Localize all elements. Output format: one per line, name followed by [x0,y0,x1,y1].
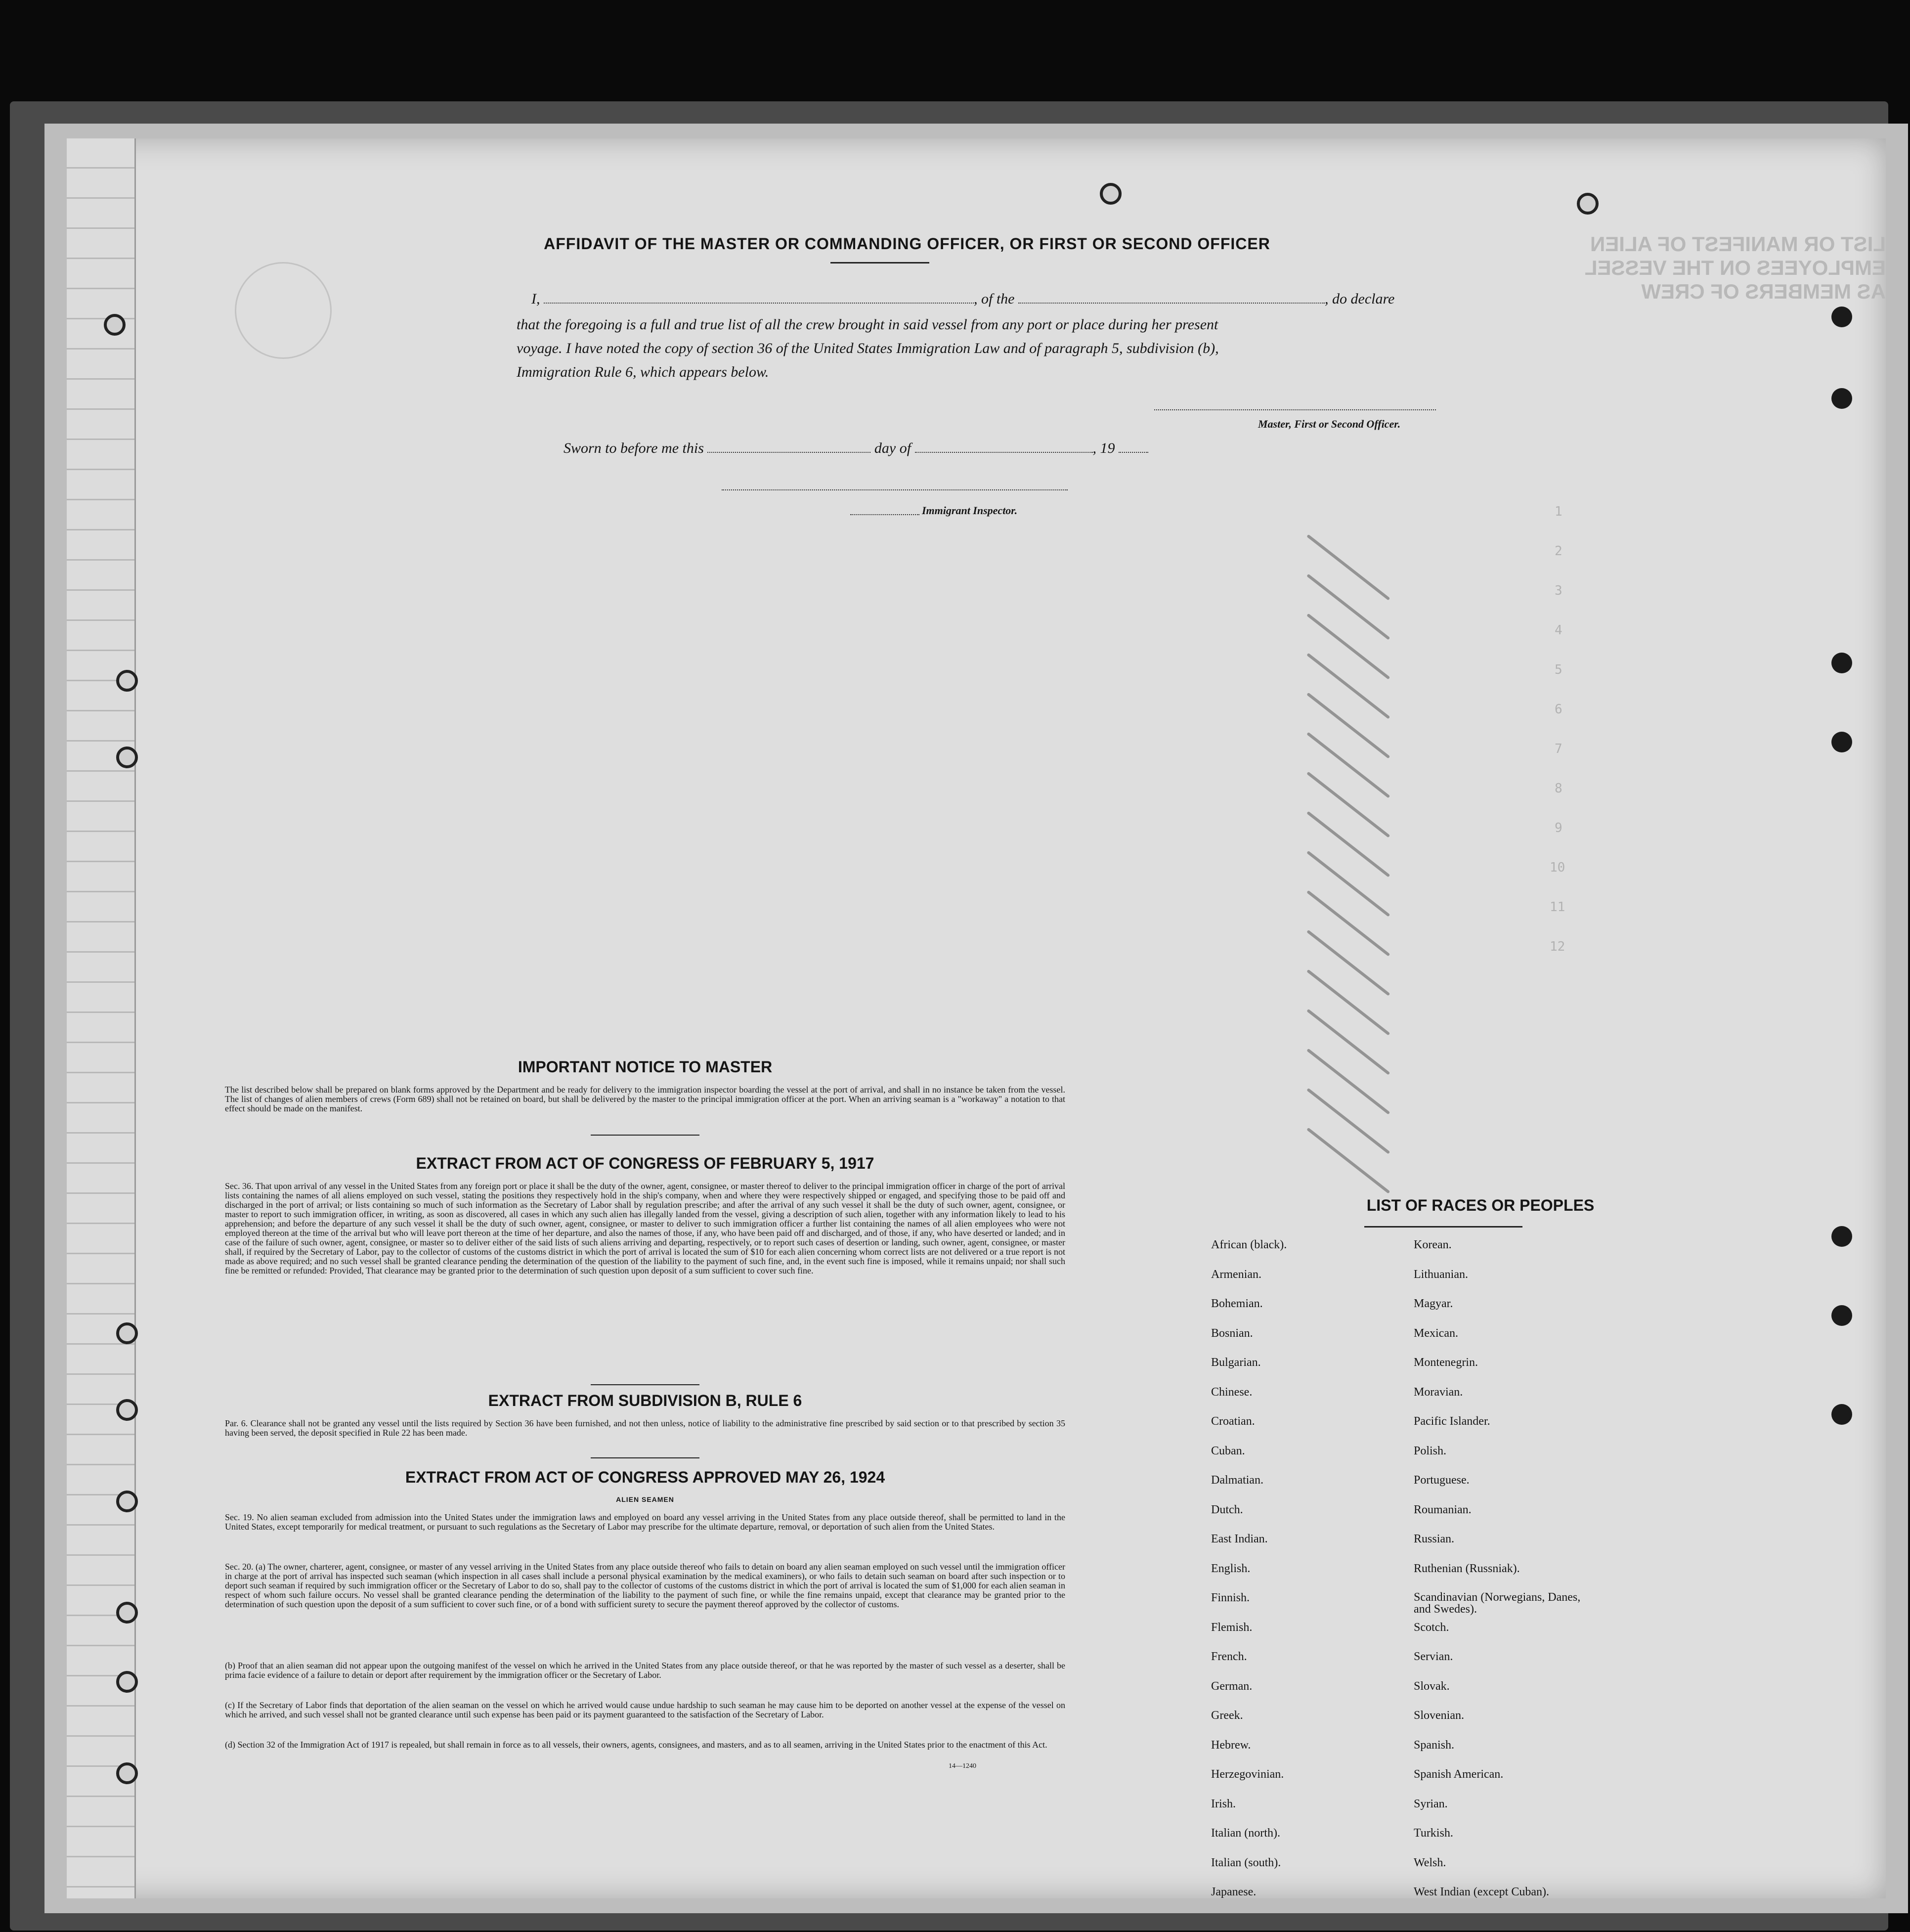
extract-1917-title: EXTRACT FROM ACT OF CONGRESS OF FEBRUARY 5, 1917 [416,1154,874,1172]
pen-tick [1306,890,1390,957]
punch-hole [1831,653,1852,673]
pen-tick [1306,1049,1390,1115]
master-signature-label: Master, First or Second Officer. [1258,418,1401,430]
race-item: Turkish. [1414,1827,1453,1840]
pen-tick [1306,1128,1390,1194]
inspector-label: Immigrant Inspector. [922,504,1018,517]
race-item: Magyar. [1414,1297,1453,1310]
vessel-name-field[interactable] [1018,303,1325,304]
binder-hole [116,1399,138,1421]
race-item: Polish. [1414,1445,1447,1457]
race-item: Pacific Islander. [1414,1415,1490,1428]
pen-tick [1306,614,1390,680]
binder-hole [104,314,126,336]
pen-tick [1306,851,1390,917]
binder-hole [116,746,138,768]
pen-tick [1306,693,1390,759]
section-rule [591,1384,699,1385]
races-title: LIST OF RACES OR PEOPLES [1366,1196,1595,1214]
race-item: Russian. [1414,1533,1455,1545]
punch-hole [1831,388,1852,409]
race-item: Servian. [1414,1650,1453,1663]
race-item: French. [1211,1650,1247,1663]
extract-1924-title: EXTRACT FROM ACT OF CONGRESS APPROVED MAY 26, 1924 [405,1468,885,1486]
sworn-year-field[interactable] [1119,452,1148,453]
race-item: Ruthenian (Russniak). [1414,1562,1520,1575]
sworn-month-field[interactable] [915,452,1093,453]
pen-tick [1306,534,1390,601]
race-item: Japanese. [1211,1886,1257,1898]
inspector-dotted-lead [850,514,919,515]
race-item: Roumanian. [1414,1503,1472,1516]
ghost-text: 6 [1555,702,1563,717]
ghost-text: 5 [1555,662,1563,677]
race-item: Bosnian. [1211,1327,1253,1340]
binder-hole [116,1491,138,1512]
ghost-text: 11 [1550,900,1565,915]
race-item: Lithuanian. [1414,1268,1468,1281]
pen-tick [1306,811,1390,878]
inspector-signature-field[interactable] [722,489,1068,490]
punch-hole [1831,307,1852,327]
section-19-text: Sec. 19. No alien seaman excluded from admission into the United States under the immigration laws and employed on board any vessel arriving in the United States from any place outside thereof, shall be permitted to land in the United States, except temporarily for medical treatment, or pursuant to such regulations as the Secretary of Labor may prescribe for the ultimate departure, removal, or deportation of such alien from the United States. [225,1512,1065,1532]
affidavit-of-the-label: , of the [974,291,1015,307]
race-item: Spanish. [1414,1739,1455,1752]
race-item: German. [1211,1680,1253,1693]
manifest-page [67,138,1886,1898]
race-item: Slovenian. [1414,1709,1464,1722]
binder-hole [1100,183,1122,205]
ghost-text: 12 [1550,939,1565,954]
race-item: West Indian (except Cuban). [1414,1886,1549,1898]
ghost-text: 10 [1550,860,1565,875]
form-number: 14—1240 [949,1762,976,1770]
ghost-text: 9 [1555,821,1563,835]
punch-hole [1831,732,1852,752]
pen-tick [1306,772,1390,838]
bleed-through-heading: LIST OR MANIFEST OF ALIEN EMPLOYEES ON THE VESSEL AS MEMBERS OF CREW [1585,232,1886,303]
race-item: African (black). [1211,1238,1287,1251]
extract-rule6-body: Par. 6. Clearance shall not be granted any vessel until the lists required by Section 36 have been furnished, and not then unless, notice of liability to the administrative fine prescribed by said section or to that prescribed by section 35 having been served, the deposit specified in Rule 22 has been made. [225,1418,1065,1438]
race-item: Bulgarian. [1211,1356,1261,1369]
title-rule [830,262,929,263]
race-item: English. [1211,1562,1251,1575]
race-item: Italian (south). [1211,1856,1281,1869]
pen-tick [1306,732,1390,798]
ghost-text: 1 [1555,504,1563,519]
sworn-day-label: day of [874,440,912,456]
pen-tick [1306,1088,1390,1154]
affidavit-declaration-line [531,291,1394,307]
punch-hole [1831,1226,1852,1247]
race-item: Hebrew. [1211,1739,1251,1752]
race-item: Moravian. [1414,1386,1463,1399]
race-item: Greek. [1211,1709,1243,1722]
race-item: Croatian. [1211,1415,1255,1428]
pen-tick [1306,969,1390,1036]
race-item: Chinese. [1211,1386,1253,1399]
race-item: Spanish American. [1414,1768,1504,1781]
binder-hole [116,1762,138,1784]
race-item: Mexican. [1414,1327,1458,1340]
race-item: Herzegovinian. [1211,1768,1284,1781]
ghost-text: 8 [1555,781,1563,796]
alien-seamen-subtitle: ALIEN SEAMEN [616,1495,674,1503]
pen-tick [1306,930,1390,996]
affidavit-text-line-4: Immigration Rule 6, which appears below. [517,364,769,380]
pen-tick [1306,653,1390,719]
master-signature-field[interactable] [1154,409,1436,410]
seal [235,262,332,359]
affidavit-declare-label: , do declare [1325,291,1395,307]
punch-hole [1831,1404,1852,1425]
binder-hole [116,1671,138,1693]
binder-hole [116,1322,138,1344]
binder-hole [116,670,138,692]
binder-hole [116,1602,138,1624]
ruled-margin-strip [67,138,136,1898]
affidavit-text-line-3: voyage. I have noted the copy of section 36 of the United States Immigration Law and of paragraph 5, subdivision (b), [517,340,1219,356]
sworn-day-field[interactable] [707,452,870,453]
ghost-text: 3 [1555,583,1563,598]
affidavit-text-line-2: that the foregoing is a full and true list of all the crew brought in said vessel from any port or place during her present [517,316,1218,333]
race-item: Portuguese. [1414,1474,1470,1487]
notice-title: IMPORTANT NOTICE TO MASTER [518,1058,773,1076]
race-item: Italian (north). [1211,1827,1280,1840]
affidavit-title: AFFIDAVIT OF THE MASTER OR COMMANDING OFFICER, OR FIRST OR SECOND OFFICER [544,235,1270,253]
section-rule [591,1135,699,1136]
races-rule [1364,1226,1522,1228]
section-20b-text: (b) Proof that an alien seaman did not appear upon the outgoing manifest of the vessel on which he arrived in the United States from any place outside thereof, or that he was reported by the master of such vessel as a deserter, shall be prima facie evidence of a failure to detain or deport after requirement by the immigration officer or the Secretary of Labor. [225,1661,1065,1680]
race-item: Montenegrin. [1414,1356,1478,1369]
race-item: Welsh. [1414,1856,1446,1869]
sworn-prefix-label: Sworn to before me this [564,440,704,456]
sworn-line [564,440,1148,457]
race-item: Flemish. [1211,1621,1253,1634]
ghost-text: 7 [1555,742,1563,756]
race-item: Slovak. [1414,1680,1450,1693]
race-item: Syrian. [1414,1798,1448,1810]
race-item: Bohemian. [1211,1297,1263,1310]
pen-tick [1306,1009,1390,1075]
affidavit-i-label: I, [531,291,540,307]
race-item: Armenian. [1211,1268,1261,1281]
extract-1917-body: Sec. 36. That upon arrival of any vessel in the United States from any foreign port or place it shall be the duty of the owner, agent, consignee, or master thereof to deliver to the principal immigration officer in charge of the port of arrival lists containing the names of all aliens employed on such vessel, stating the positions they respectively hold in the ship's company, when and where they were respectively shipped or engaged, and specifying those to be paid off and discharged in the port of arrival; or lists containing so much of such information as the Secretary of Labor shall by regulation prescribe; and after the arrival of any such vessel it shall be the duty of such owner, agent, consignee, or master to report to such immigration officer, in writing, as soon as discovered, all cases in which any such alien has illegally landed from the vessel, giving a description of such alien, together with any information likely to lead to his apprehension; and before the departure of any such vessel it shall be the duty of such owner, agent, consignee, or master to deliver to such immigration officer a further list containing the names of all alien employees who were not employed thereon at the time of the arrival but who will leave port thereon at the time of her departure, and also the names of those, if any, who have been paid off and discharged, and of those, if any, who have deserted or landed; and in case of the failure of such owner, agent, consignee, or master so to deliver either of the said lists of such aliens arriving and departing, respectively, or to report such cases of desertion or landing, such owner, agent, consignee, or master shall, if required by the Secretary of Labor, pay to the collector of customs of the customs district in which the port of arrival is located the sum of $10 for each alien concerning whom correct lists are not delivered or a true report is not made as above required; and no such vessel shall be granted clearance pending the determination of the question of the liability to the payment of such fine, and, in the event such fine is imposed, while it remains unpaid; nor shall such fine be remitted or refunded: Provided, That clearance may be granted prior to the determination of such question upon deposit of a sum sufficient to cover such fine. [225,1181,1065,1275]
race-item: Dalmatian. [1211,1474,1263,1487]
race-item: East Indian. [1211,1533,1268,1545]
ghost-text: 2 [1555,544,1563,559]
pen-tick [1306,574,1390,640]
section-20d-text: (d) Section 32 of the Immigration Act of 1917 is repealed, but shall remain in force as to all vessels, their owners, agents, consignees, and masters, and as to all seamen, arriving in the United States prior to the enactment of this Act. [225,1740,1047,1750]
ghost-text: 4 [1555,623,1563,638]
race-item: Finnish. [1211,1591,1250,1604]
section-20c-text: (c) If the Secretary of Labor finds that deportation of the alien seaman on the vessel on which he arrived would cause undue hardship to such seaman he may cause him to be deported on another vessel at the expense of the vessel on which he arrived, and such vessel shall not be granted clearance until such expense has been paid or its payment guaranteed to the satisfaction of the Secretary of Labor. [225,1700,1065,1719]
race-item: Cuban. [1211,1445,1245,1457]
extract-rule6-title: EXTRACT FROM SUBDIVISION B, RULE 6 [488,1392,802,1409]
binder-hole [1577,193,1599,215]
race-item: Irish. [1211,1798,1236,1810]
section-rule [591,1457,699,1458]
declarant-name-field[interactable] [544,303,974,304]
race-item: Scotch. [1414,1621,1449,1634]
race-item: Scandinavian (Norwegians, Danes, and Swedes). [1414,1591,1581,1616]
notice-body: The list described below shall be prepared on blank forms approved by the Department and be ready for delivery to the immigration inspector boarding the vessel at the port of arrival, and shall in no instance be taken from the vessel. The list of changes of alien members of crews (Form 689) shall not be retained on board, but shall be delivered by the master to the principal immigration officer at the port. When an arriving seaman is a "workaway" a notation to that effect should be made on the manifest. [225,1085,1065,1113]
section-20a-text: Sec. 20. (a) The owner, charterer, agent, consignee, or master of any vessel arriving in the United States from any place outside thereof who fails to detain on board any alien seaman employed on such vessel until the immigration officer in charge at the port of arrival has inspected such seaman (which inspection in all cases shall include a personal physical examination by the medical examiners), or who fails to detain such seaman on board after such inspection or to deport such seaman if required by such immigration officer or the Secretary of Labor to do so, shall pay to the collector of customs of the customs district in which the port of arrival is located the sum of $1,000 for each alien seaman in respect of whom such failure occurs. No vessel shall be granted clearance pending the determination of the liability to the payment of such fine, or while the fine remains unpaid, except that clearance may be granted prior to the determination of such question upon the deposit of a sum sufficient to cover such fine, or of a bond with sufficient surety to secure the payment thereof approved by the collector of customs. [225,1562,1065,1609]
race-item: Korean. [1414,1238,1452,1251]
race-item: Dutch. [1211,1503,1243,1516]
punch-hole [1831,1305,1852,1326]
sworn-year-label: , 19 [1092,440,1115,456]
